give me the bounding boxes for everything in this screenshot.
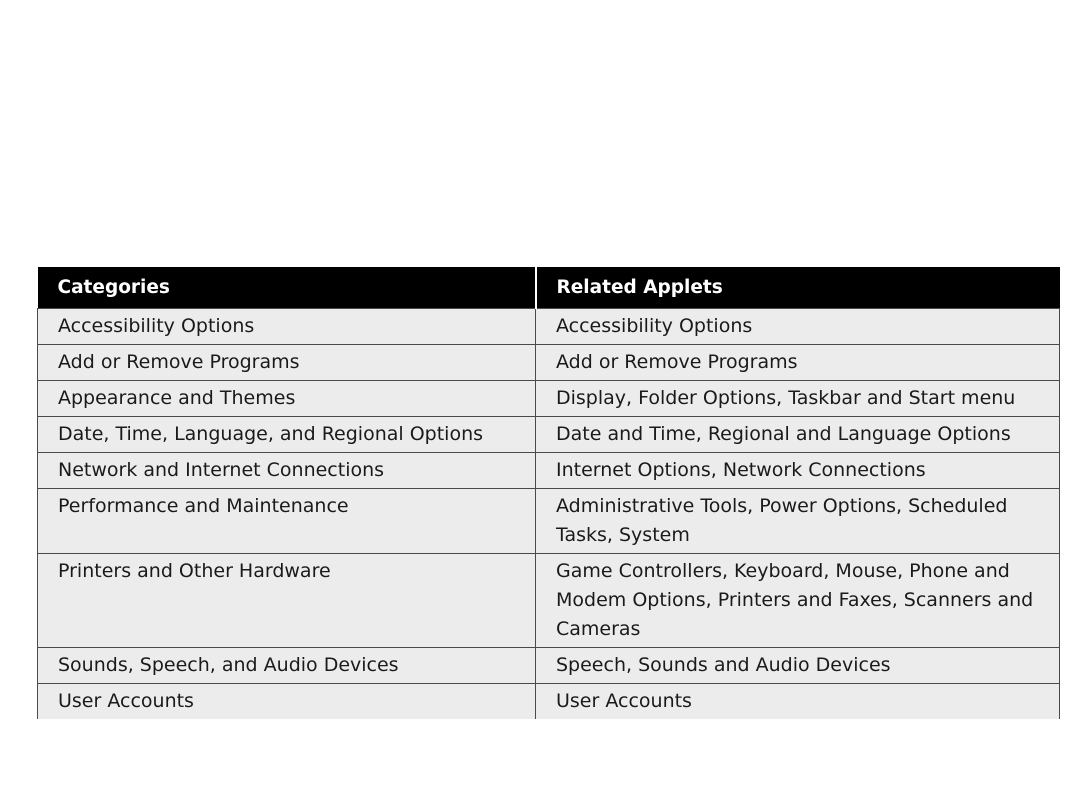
category-cell: Printers and Other Hardware [38, 553, 536, 647]
table-body [38, 308, 1060, 719]
category-cell: Performance and Maintenance [38, 488, 536, 553]
header-categories: Categories [38, 267, 536, 308]
table-header [38, 267, 1060, 308]
category-cell: Network and Internet Connections [38, 452, 536, 488]
applets-cell: Administrative Tools, Power Options, Scheduled Tasks, System [536, 488, 1060, 553]
applets-cell: Game Controllers, Keyboard, Mouse, Phone and Modem Options, Printers and Faxes, Scanners and Cameras [536, 553, 1060, 647]
category-cell: Date, Time, Language, and Regional Options [38, 416, 536, 452]
applets-cell: Accessibility Options [536, 308, 1060, 344]
table-row [38, 452, 1060, 488]
table-row [38, 344, 1060, 380]
category-cell: Accessibility Options [38, 308, 536, 344]
applets-cell: Add or Remove Programs [536, 344, 1060, 380]
applets-cell: User Accounts [536, 683, 1060, 719]
table-row [38, 647, 1060, 683]
table-row [38, 380, 1060, 416]
categories-applets-table [37, 267, 1060, 719]
category-cell: User Accounts [38, 683, 536, 719]
applets-cell: Speech, Sounds and Audio Devices [536, 647, 1060, 683]
table-row [38, 308, 1060, 344]
category-cell: Add or Remove Programs [38, 344, 536, 380]
category-cell: Appearance and Themes [38, 380, 536, 416]
applets-cell: Display, Folder Options, Taskbar and Start menu [536, 380, 1060, 416]
table-row [38, 416, 1060, 452]
applets-table-container [37, 267, 1059, 719]
applets-cell: Internet Options, Network Connections [536, 452, 1060, 488]
header-related-applets: Related Applets [536, 267, 1060, 308]
table-row [38, 553, 1060, 647]
header-row [38, 267, 1060, 308]
category-cell: Sounds, Speech, and Audio Devices [38, 647, 536, 683]
table-row [38, 488, 1060, 553]
table-row [38, 683, 1060, 719]
applets-cell: Date and Time, Regional and Language Options [536, 416, 1060, 452]
